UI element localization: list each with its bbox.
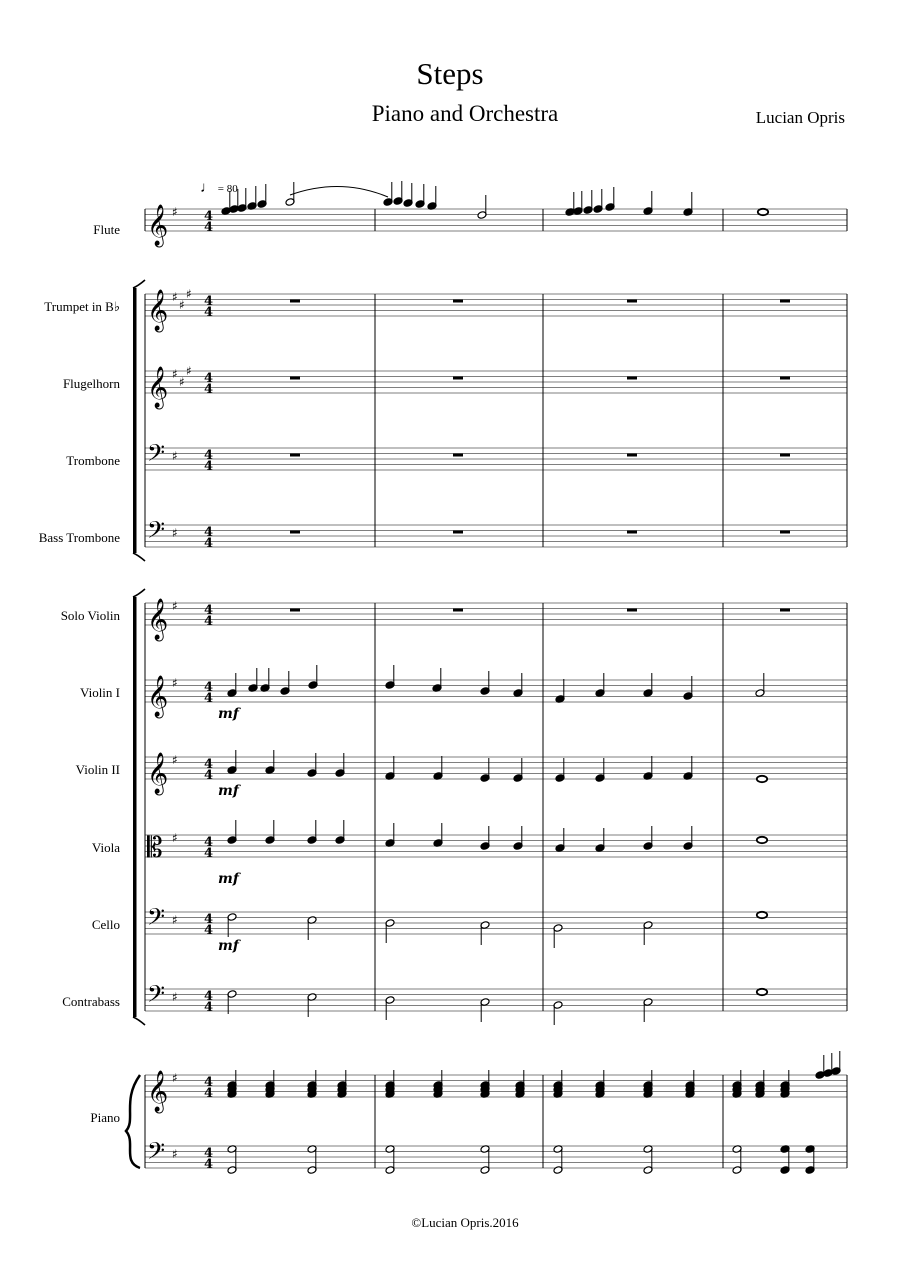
bracket-hook-bottom — [133, 553, 145, 561]
whole-rest — [627, 531, 637, 534]
whole-rest — [780, 609, 790, 612]
staff-3-key-sharp: ♯ — [172, 449, 178, 463]
staff-9-key-sharp: ♯ — [172, 913, 178, 927]
instrument-label-violin-1: Violin I — [79, 685, 120, 700]
tempo-value: = 80 — [217, 183, 238, 195]
piano-lh-timesig-bottom: 4 — [204, 1157, 214, 1172]
contrabass-whole-note — [757, 989, 767, 995]
whole-rest — [780, 454, 790, 457]
staff-8-clef: 𝄡 — [147, 831, 163, 864]
staff-5-key-sharp: ♯ — [172, 599, 178, 613]
clefs-and-key-signatures — [147, 204, 192, 1170]
staff-5-clef: 𝄞 — [147, 599, 169, 640]
instrument-label-bass-trombone: Bass Trombone — [38, 530, 120, 545]
staff-5-timesig-top: 4 — [204, 603, 214, 618]
whole-rest — [290, 531, 300, 534]
staff-6-key-sharp: ♯ — [172, 676, 178, 690]
whole-rest — [627, 454, 637, 457]
whole-rest — [290, 300, 300, 303]
tempo-marking: ♩ = 80 — [200, 180, 238, 196]
instrument-label-cello: Cello — [91, 917, 120, 932]
whole-rest — [290, 454, 300, 457]
staff-6-timesig-bottom: 4 — [204, 691, 214, 706]
score-subtitle: Piano and Orchestra — [371, 101, 559, 126]
staff-7-key-sharp: ♯ — [172, 753, 178, 767]
dynamic-mf: mf — [218, 783, 239, 799]
composer-name: Lucian Opris — [755, 108, 845, 127]
viola-whole-note — [757, 837, 767, 843]
whole-rest — [627, 300, 637, 303]
piano-lh-key-sharp: ♯ — [172, 1147, 178, 1161]
staff-10-key-sharp: ♯ — [172, 990, 178, 1004]
whole-rest — [453, 609, 463, 612]
instrument-label-trombone: Trombone — [66, 453, 120, 468]
staff-2-timesig-bottom: 4 — [204, 382, 214, 397]
staff-0-timesig-top: 4 — [204, 209, 214, 224]
staff-1-key-sharp: ♯ — [172, 290, 178, 304]
dynamic-mf: mf — [218, 938, 239, 954]
staff-10-clef: 𝄢 — [147, 980, 166, 1013]
staff-10-timesig-bottom: 4 — [204, 1000, 214, 1015]
staff-1-timesig-top: 4 — [204, 294, 214, 309]
staff-2-key-sharp: ♯ — [179, 375, 185, 389]
staff-7-timesig-bottom: 4 — [204, 768, 214, 783]
staff-2-clef: 𝄞 — [147, 367, 169, 408]
bracket-hook-bottom — [133, 1017, 145, 1025]
piano-rh-timesig-top: 4 — [204, 1075, 214, 1090]
staff-9-timesig-bottom: 4 — [204, 923, 214, 938]
instrument-label-trumpet: Trumpet in B♭ — [44, 299, 120, 314]
staff-3-timesig-bottom: 4 — [204, 459, 214, 474]
staff-7-timesig-top: 4 — [204, 757, 214, 772]
instrument-label-flute: Flute — [93, 222, 120, 237]
staff-1-timesig-bottom: 4 — [204, 305, 214, 320]
staff-0-clef: 𝄞 — [147, 205, 169, 246]
piano-rh-clef: 𝄞 — [147, 1071, 169, 1112]
staff-9-timesig-top: 4 — [204, 912, 214, 927]
ensemble-bracket — [133, 597, 137, 1017]
whole-rest — [453, 300, 463, 303]
whole-rest — [453, 377, 463, 380]
staff-1-clef: 𝄞 — [147, 290, 169, 331]
whole-rest — [453, 531, 463, 534]
whole-rest — [627, 377, 637, 380]
piano-brace — [126, 1075, 140, 1168]
whole-rest — [627, 609, 637, 612]
staff-2-timesig-top: 4 — [204, 371, 214, 386]
instrument-label-viola: Viola — [91, 840, 120, 855]
ensemble-bracket — [133, 288, 137, 553]
whole-rest — [290, 377, 300, 380]
staff-0-timesig-bottom: 4 — [204, 220, 214, 235]
instrument-label-solo-violin: Solo Violin — [60, 608, 120, 623]
time-signatures — [204, 209, 213, 1172]
piano-rh-key-sharp: ♯ — [172, 1071, 178, 1085]
bracket-hook-top — [133, 280, 145, 288]
score-title: Steps — [416, 56, 484, 91]
whole-rest — [780, 300, 790, 303]
staff-4-clef: 𝄢 — [147, 516, 166, 549]
staff-9-clef: 𝄢 — [147, 903, 166, 936]
dynamic-mf: mf — [218, 706, 239, 722]
cello-whole-note — [757, 912, 767, 918]
staff-4-key-sharp: ♯ — [172, 526, 178, 540]
staff-8-timesig-top: 4 — [204, 835, 214, 850]
copyright: ©Lucian Opris.2016 — [411, 1215, 519, 1230]
piano-lh-clef: 𝄢 — [147, 1137, 166, 1170]
staff-10-timesig-top: 4 — [204, 989, 214, 1004]
instrument-label-flugelhorn: Flugelhorn — [62, 376, 120, 391]
staff-4-timesig-top: 4 — [204, 525, 214, 540]
staff-7-clef: 𝄞 — [147, 753, 169, 794]
staff-2-key-sharp: ♯ — [186, 364, 192, 378]
staff-1-key-sharp: ♯ — [186, 287, 192, 301]
instrument-label-violin-2: Violin II — [75, 762, 120, 777]
whole-rest — [780, 531, 790, 534]
staff-5-timesig-bottom: 4 — [204, 614, 214, 629]
violin2-whole-note — [757, 776, 767, 782]
bracket-hook-top — [133, 589, 145, 597]
notes — [221, 181, 841, 1174]
staff-8-timesig-bottom: 4 — [204, 846, 214, 861]
staff-4-timesig-bottom: 4 — [204, 536, 214, 551]
staff-1-key-sharp: ♯ — [179, 298, 185, 312]
staff-6-clef: 𝄞 — [147, 676, 169, 717]
piano-lh-timesig-top: 4 — [204, 1146, 214, 1161]
staff-0-key-sharp: ♯ — [172, 205, 178, 219]
instrument-label-contrabass: Contrabass — [62, 994, 120, 1009]
whole-rest — [780, 377, 790, 380]
flute-tie — [290, 186, 388, 197]
staff-3-timesig-top: 4 — [204, 448, 214, 463]
staff-6-timesig-top: 4 — [204, 680, 214, 695]
dynamic-mf: mf — [218, 871, 239, 887]
flute-whole-note — [758, 209, 768, 215]
whole-rest — [290, 609, 300, 612]
whole-rest — [453, 454, 463, 457]
brackets — [126, 280, 145, 1168]
staff-8-key-sharp: ♯ — [172, 831, 178, 845]
instrument-label-piano: Piano — [90, 1110, 120, 1125]
staff-2-key-sharp: ♯ — [172, 367, 178, 381]
staff-3-clef: 𝄢 — [147, 439, 166, 472]
whole-rests — [290, 300, 790, 612]
piano-rh-timesig-bottom: 4 — [204, 1086, 214, 1101]
